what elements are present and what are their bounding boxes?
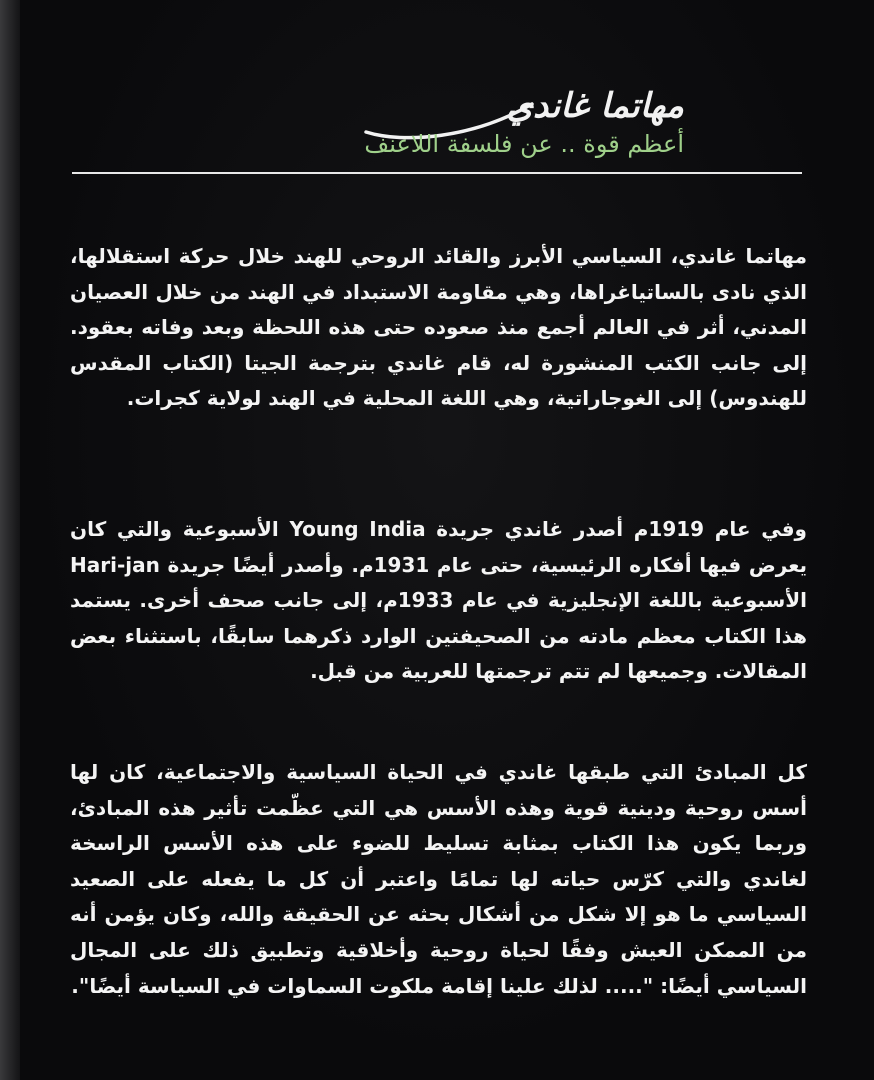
- header-divider: [72, 172, 802, 174]
- author-title: مهاتما غاندي: [506, 86, 684, 126]
- paragraph-principles: كل المبادئ التي طبقها غاندي في الحياة السياسية والاجتماعية، كان لها أسس روحية ودينية قوية وهذه الأسس هي التي عظّمت تأثير هذه المبادئ، وربما يكون هذا الكتاب بمثابة تسليط للضوء على هذه الأسس الراسخة لغاندي والتي كرّس حياته لها تمامًا واعتبر أن كل ما يفعله على الصعيد السياسي ما هو إلا شكل من أشكال بحثه عن الحقيقة والله، وكان يؤمن أنه من الممكن العيش وفقًا لحياة روحية وأخلاقية وتطبيق ذلك على المجال السياسي أيضًا: "..... لذلك علينا إقامة ملكوت السماوات في السياسة أيضًا".: [70, 760, 807, 998]
- book-spine: [0, 0, 20, 1080]
- cover-header: [184, 86, 684, 166]
- book-subtitle: أعظم قوة .. عن فلسفة اللاعنف: [364, 130, 684, 158]
- paragraph-publications: وفي عام 1919م أصدر غاندي جريدة Young India الأسبوعية والتي كان يعرض فيها أفكاره الرئيسية، حتى عام 1931م. وأصدر أيضًا جريدة Hari-jan الأسبوعية باللغة الإنجليزية في عام 1933م، إلى جانب صحف أخرى. يستمد هذا الكتاب معظم مادته من الصحيفتين الوارد ذكرهما سابقًا، باستثناء بعض المقالات. وجميعها لم تتم ترجمتها للعربية من قبل.: [70, 517, 807, 684]
- paragraph-intro: مهاتما غاندي، السياسي الأبرز والقائد الروحي للهند خلال حركة استقلالها، الذي نادى بالساتياغراها، وهي مقاومة الاستبداد في الهند من خلال العصيان المدني، أثر في العالم أجمع منذ صعوده حتى هذه اللحظة وبعد وفاته بعقود. إلى جانب الكتب المنشورة له، قام غاندي بترجمة الجيتا (الكتاب المقدس للهندوس) إلى الغوجاراتية، وهي اللغة المحلية في الهند لولاية كجرات.: [70, 244, 807, 411]
- back-cover-page: [20, 0, 874, 1080]
